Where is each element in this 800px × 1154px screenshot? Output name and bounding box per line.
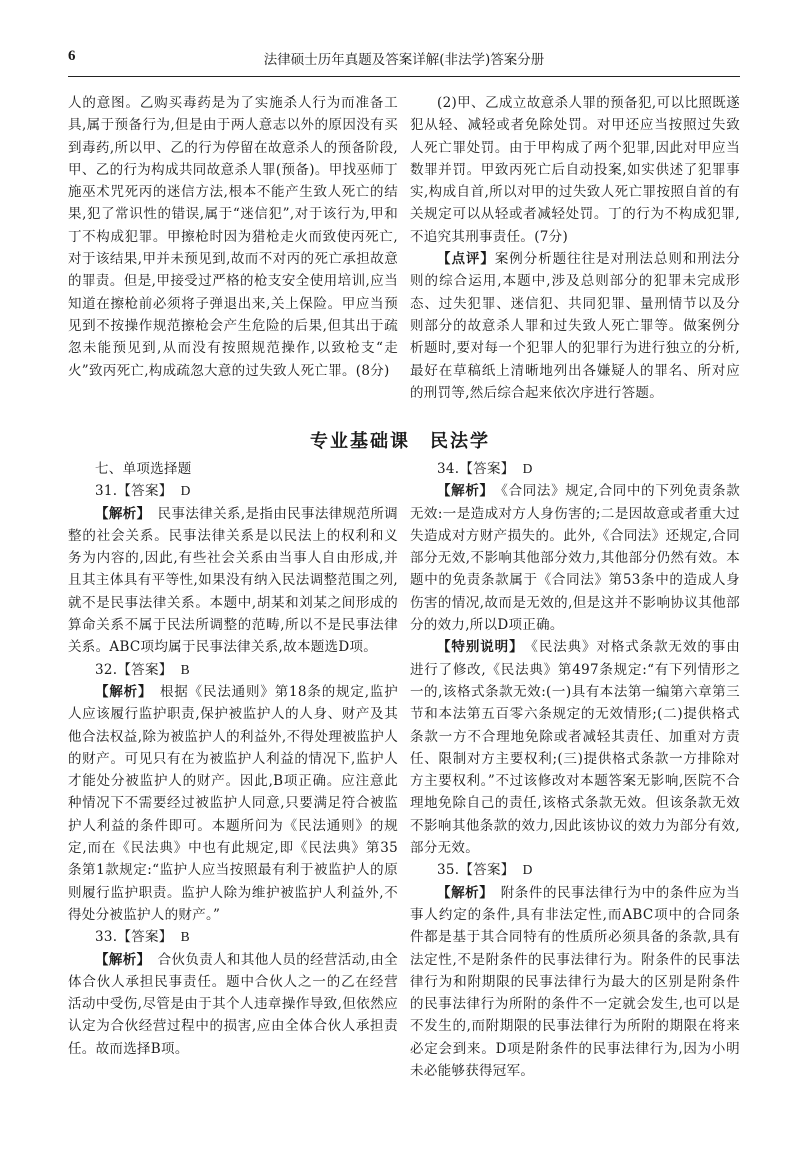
answer-value: D (522, 461, 533, 476)
page-header (68, 48, 740, 70)
answer-value: B (180, 929, 190, 945)
answer-line-31 (68, 480, 398, 502)
answer-line-32 (68, 659, 398, 681)
answer-value: B (180, 661, 190, 677)
analysis-35 (410, 882, 740, 1083)
analysis-label: 【解析】 (437, 884, 487, 901)
analysis-text: 根据《民法通则》第18条的规定,监护人应该履行监护职责,保护被监护人的人身、财产及其他合法权益,除为被监护人的利益外,不得处理被监护人的财产。可见只有在为被监护人利益的情况下,监护人才能处分被监护人的财产。因此,B项正确。应注意此种情况下不需要经过被监护人同意,只要满足符合被监护人利益的条件即可。本题所问为《民法通则》的规定,而在《民法典》中也有此规定,即《民法典》第35条第1款规定:“监护人应当按照最有利于被监护人的原则履行监护职责。监护人除为维护被监护人利益外,不得处分被监护人的财产。” (68, 683, 398, 923)
answer-label: 【答案】 (459, 862, 515, 879)
question-number: 35. (437, 862, 460, 879)
criminal-law-analysis-continued: 人的意图。乙购买毒药是为了实施杀人行为而准备工具,属于预备行为,但是由于两人意志以外的原因没有买到毒药,所以甲、乙的行为停留在故意杀人的预备阶段,甲、乙的行为构成共同故意杀人罪(预备)。甲找巫师丁施巫术咒死丙的迷信方法,根本不能产生致人死亡的结果,犯了常识性的错误,属于“迷信犯”,对于该行为,甲和丁不构成犯罪。甲擦枪时因为猎枪走火而致使丙死亡,对于该结果,甲并未预见到,故而不对丙的死亡承担故意的罪责。但是,甲接受过严格的枪支安全使用培训,应当知道在擦枪前必须将子弹退出来,关上保险。甲应当预见到不按操作规范擦枪会产生危险的后果,但其出于疏忽未能预见到,从而没有按照规范操作,以致枪支“走火”致丙死亡,构成疏忽大意的过失致人死亡罪。(8分) (68, 95, 398, 379)
answer-line-35 (410, 859, 740, 881)
left-column (68, 458, 398, 1060)
top-left-column (68, 92, 398, 382)
question-number: 33. (95, 929, 118, 946)
special-note-34 (410, 636, 740, 859)
section-title: 专业基础课 民法学 (310, 431, 490, 452)
analysis-text: 附条件的民事法律行为中的条件应为当事人约定的条件,具有非法定性,而ABC项中的合同条件都是基于其合同特有的性质所必须具备的条款,具有法定性,不是附条件的民事法律行为。附条件的民事法律行为和附期限的民事法律行为最大的区别是附条件的民事法律行为所附的条件不一定就会发生,也可以是不发生的,而附期限的民事法律行为所附的期限在将来必定会到来。D项是附条件的民事法律行为,因为小明未必能够获得冠军。 (410, 884, 740, 1080)
analysis-label: 【解析】 (95, 505, 144, 522)
question-number: 31. (95, 483, 118, 500)
analysis-label: 【解析】 (95, 951, 144, 968)
page-number: 6 (68, 48, 76, 64)
top-right-column (410, 92, 740, 404)
header-rule (68, 76, 740, 77)
analysis-text: 《合同法》规定,合同中的下列免责条款无效:一是造成对方人身伤害的;二是因故意或者重大过失造成对方财产损失的。此外,《合同法》还规定,合同部分无效,不影响其他部分效力,其他部分仍然有效。本题中的免责条款属于《合同法》第53条中的造成人身伤害的情况,故而是无效的,但是这并不影响协议其他部分的效力,所以D项正确。 (410, 483, 740, 634)
answer-line-34 (410, 458, 740, 480)
analysis-label: 【解析】 (437, 483, 487, 500)
right-column (410, 458, 740, 1082)
comment-text: 案例分析题往往是对刑法总则和刑法分则的综合运用,本题中,涉及总则部分的犯罪未完成形态、过失犯罪、迷信犯、共同犯罪、量刑情节以及分则部分的故意杀人罪和过失致人死亡罪等。做案例分析题时,要对每一个犯罪人的犯罪行为进行独立的分析,最好在草稿纸上清晰地列出各嫌疑人的罪名、所对应的刑罚等,然后综合起来依次序进行答题。 (410, 251, 740, 401)
comment-label: 【点评】 (437, 251, 495, 268)
answer-label: 【答案】 (459, 461, 515, 477)
answer-value: D (522, 862, 533, 878)
answer-line-33 (68, 926, 398, 948)
answer-label: 【答案】 (117, 929, 173, 946)
analysis-33 (68, 949, 398, 1060)
analysis-31 (68, 503, 398, 659)
running-title: 法律硕士历年真题及答案详解(非法学)答案分册 (263, 52, 545, 68)
answer-value: D (180, 483, 191, 499)
criminal-law-answer-part-2: (2)甲、乙成立故意杀人罪的预备犯,可以比照既遂犯从轻、减轻或者免除处罚。对甲还应当按照过失致人死亡罪处罚。由于甲构成了两个犯罪,因此对甲应当数罪并罚。甲致丙死亡后自动投案,如实供述了犯罪事实,构成自首,所以对甲的过失致人死亡罪按照自首的有关规定可以从轻或者减轻处罚。丁的行为不构成犯罪,不追究其刑事责任。(7分) (410, 95, 740, 245)
analysis-text: 民事法律关系,是指由民事法律规范所调整的社会关系。民事法律关系是以民法上的权利和义务为内容的,因此,有些社会关系由当事人自由形成,并且其主体具有平等性,如果没有纳入民法调整范围之列,就不是民事法律关系。本题中,胡某和刘某之间形成的算命关系不属于民法所调整的范畴,所以不是民事法律关系。ABC项均属于民事法律关系,故本题选D项。 (68, 505, 398, 656)
section-heading: 七、单项选择题 (95, 461, 192, 477)
question-number: 34. (437, 461, 460, 477)
comment-paragraph (410, 248, 740, 404)
special-note-label: 【特别说明】 (437, 639, 517, 656)
answer-label: 【答案】 (117, 483, 173, 500)
answer-label: 【答案】 (117, 661, 173, 678)
analysis-label: 【解析】 (95, 683, 146, 700)
special-note-text: 《民法典》对格式条款无效的事由进行了修改,《民法典》第497条规定:“有下列情形之一的,该格式条款无效:(一)具有本法第一编第六章第三节和本法第五百零六条规定的无效情形;(二)提供格式条款一方不合理地免除或者减轻其责任、加重对方责任、限制对方主要权利;(三)提供格式条款一方排除对方主要权利。”不过该修改对本题答案无影响,医院不合理地免除自己的责任,该格式条款无效。但该条款无效不影响其他条款的效力,因此该协议的效力为部分有效,部分无效。 (410, 639, 740, 857)
analysis-34 (410, 480, 740, 636)
question-number: 32. (95, 661, 118, 678)
analysis-32 (68, 681, 398, 926)
analysis-text: 合伙负责人和其他人员的经营活动,由全体合伙人承担民事责任。题中合伙人之一的乙在经营活动中受伤,尽管是由于其个人违章操作导致,但依然应认定为合伙经营过程中的损害,应由全体合伙人承担责任。故而选择B项。 (68, 951, 398, 1057)
